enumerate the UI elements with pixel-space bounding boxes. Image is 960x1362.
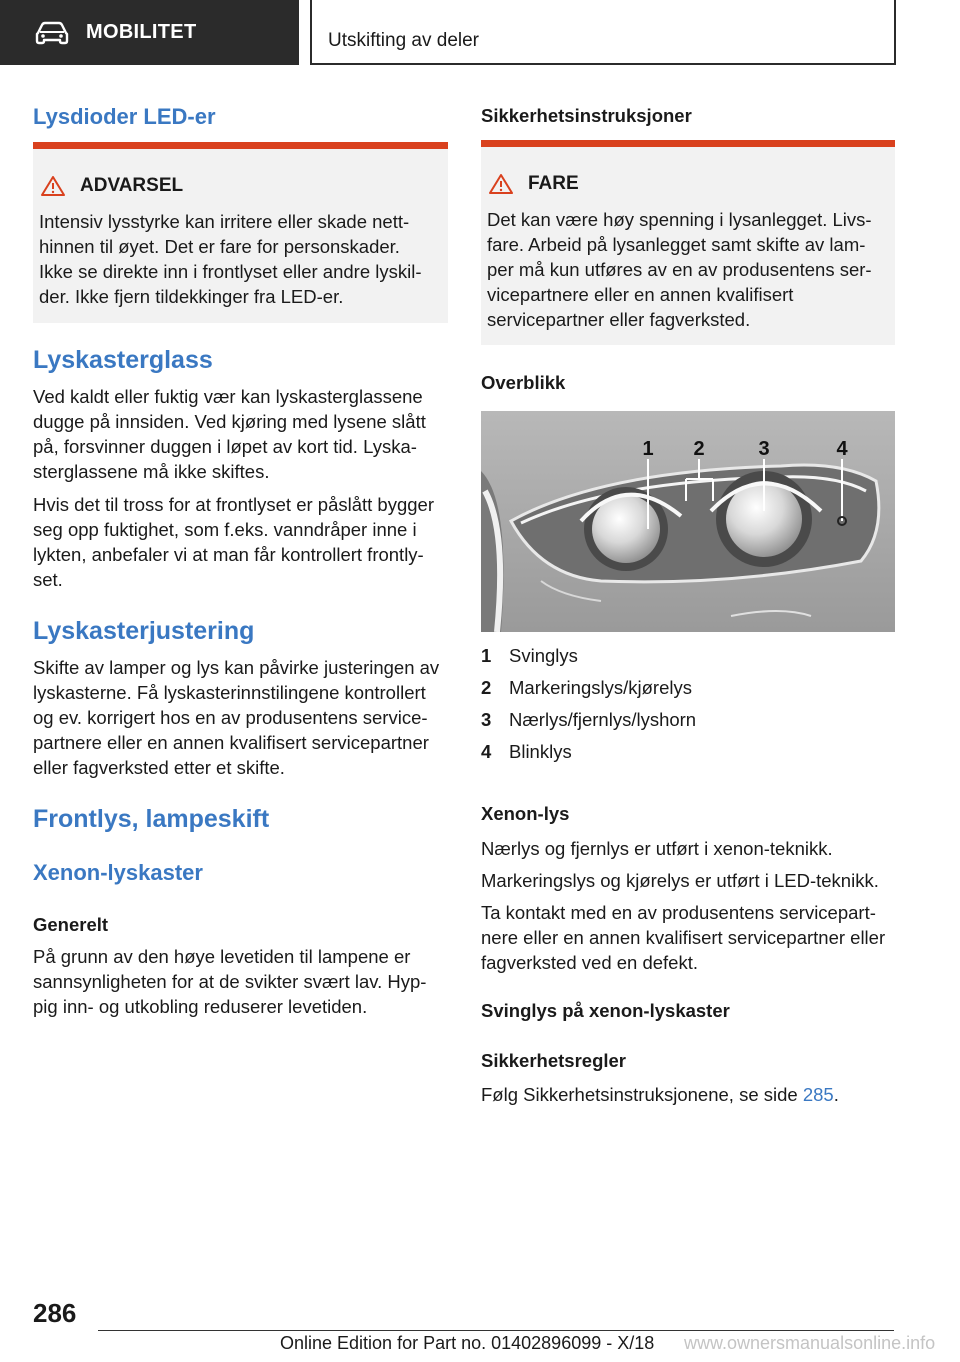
text-line: Det kan være høy spenning i lysanlegget. Livs- bbox=[487, 209, 872, 230]
text-line: seg opp fuktighet, som f.eks. vanndråper inne i bbox=[33, 519, 417, 540]
page-number: 286 bbox=[33, 1298, 77, 1328]
footer-divider bbox=[98, 1330, 894, 1331]
danger-box bbox=[481, 140, 895, 345]
text-line: fare. Arbeid på lysanlegget samt skifte av lam- bbox=[487, 234, 866, 255]
glass-paragraph-1 bbox=[33, 384, 453, 484]
legend-number: 4 bbox=[481, 741, 492, 762]
xenon-paragraph-1: Nærlys og fjernlys er utført i xenon-teknikk. bbox=[481, 838, 833, 859]
text-line: Ta kontakt med en av produsentens servicepart- bbox=[481, 902, 876, 923]
text-line: dugge på innsiden. Ved kjøring med lysene slått bbox=[33, 411, 426, 432]
general-paragraph bbox=[33, 944, 453, 1019]
chapter-title: Utskifting av deler bbox=[328, 30, 480, 51]
text-line: pig inn- og utkobling reduserer levetiden. bbox=[33, 996, 368, 1017]
text-line: på, forsvinner duggen i løpet av kort tid. Lyska- bbox=[33, 436, 417, 457]
text-line: der. Ikke fjern tildekkinger fra LED-er. bbox=[39, 286, 344, 307]
rules-paragraph bbox=[481, 1082, 901, 1107]
page-link[interactable]: 285 bbox=[802, 1084, 834, 1105]
adjust-paragraph bbox=[33, 655, 453, 780]
watermark: www.ownersmanualsonline.info bbox=[684, 1333, 936, 1353]
safety-heading: Sikkerhetsinstruksjoner bbox=[481, 105, 692, 126]
text-line: fagverksted ved en defekt. bbox=[481, 952, 698, 973]
warning-title-row bbox=[40, 175, 183, 197]
text-line: Ikke se direkte inn i frontlyset eller andre lyskil- bbox=[39, 261, 422, 282]
overview-heading: Overblikk bbox=[481, 372, 566, 393]
danger-title: FARE bbox=[528, 173, 579, 194]
rules-end: . bbox=[833, 1084, 839, 1105]
xenon-heading: Xenon-lyskaster bbox=[33, 860, 203, 885]
legend-label: Blinklys bbox=[509, 741, 572, 762]
list-item bbox=[481, 704, 895, 736]
list-item bbox=[481, 672, 895, 704]
text-line: eller fagverksted etter et skifte. bbox=[33, 757, 285, 778]
text-line: set. bbox=[33, 569, 63, 590]
warning-title: ADVARSEL bbox=[80, 175, 184, 196]
text-line: servicepartner eller fagverksted. bbox=[487, 309, 751, 330]
list-item bbox=[481, 640, 895, 672]
legend-number: 3 bbox=[481, 709, 492, 730]
text-line: Intensiv lysstyrke kan irritere eller skade nett- bbox=[39, 211, 410, 232]
text-line: sannsynligheten for at de svikter svært lav. Hyp- bbox=[33, 971, 427, 992]
text-line: hinnen til øyet. Det er fare for personskader. bbox=[39, 236, 400, 257]
xenon-paragraph-2: Markeringslys og kjørelys er utført i LED-teknikk. bbox=[481, 870, 879, 891]
text-line: Hvis det til tross for at frontlyset er påslått bygger bbox=[33, 494, 434, 515]
danger-title-row bbox=[488, 173, 579, 195]
front-heading: Frontlys, lampeskift bbox=[33, 805, 270, 833]
warning-triangle-icon bbox=[488, 173, 514, 195]
headlight-illustration bbox=[481, 411, 895, 632]
text-line: Skifte av lamper og lys kan påvirke justeringen av bbox=[33, 657, 440, 678]
warning-text bbox=[39, 209, 444, 309]
legend-label: Nærlys/fjernlys/lyshorn bbox=[509, 709, 697, 730]
legend-label: Svinglys bbox=[509, 645, 578, 666]
text-line: Ved kaldt eller fuktig vær kan lyskasterglassene bbox=[33, 386, 423, 407]
callout-2: 2 bbox=[693, 438, 705, 460]
text-line: sterglassene må ikke skiftes. bbox=[33, 461, 270, 482]
edition-text: Online Edition for Part no. 01402896099 - X/18 bbox=[280, 1333, 655, 1353]
swing-heading: Svinglys på xenon-lyskaster bbox=[481, 1000, 730, 1021]
text-line: nere eller en annen kvalifisert servicepartner eller bbox=[481, 927, 886, 948]
adjust-heading: Lyskasterjustering bbox=[33, 617, 255, 645]
chapter-box bbox=[310, 0, 896, 65]
callout-4: 4 bbox=[836, 438, 848, 460]
legend-list bbox=[481, 640, 895, 768]
danger-text bbox=[487, 207, 892, 332]
warning-box bbox=[33, 142, 448, 323]
warning-triangle-icon bbox=[40, 175, 66, 197]
legend-number: 1 bbox=[481, 645, 492, 666]
footer-text bbox=[280, 1333, 654, 1354]
text-line: og ev. korrigert hos en av produsentens service- bbox=[33, 707, 428, 728]
section-tab bbox=[0, 0, 299, 65]
text-line: På grunn av den høye levetiden til lampene er bbox=[33, 946, 411, 967]
text-line: vicepartnere eller en annen kvalifisert bbox=[487, 284, 794, 305]
callout-1: 1 bbox=[642, 438, 654, 460]
glass-heading: Lyskasterglass bbox=[33, 346, 213, 374]
text-line: partnere eller en annen kvalifisert servicepartner bbox=[33, 732, 429, 753]
glass-paragraph-2 bbox=[33, 492, 453, 592]
callout-3: 3 bbox=[758, 438, 770, 460]
general-heading: Generelt bbox=[33, 914, 109, 935]
list-item bbox=[481, 736, 895, 768]
car-icon bbox=[34, 21, 70, 45]
led-heading: Lysdioder LED-er bbox=[33, 104, 216, 129]
text-line: per må kun utføres av en av produsentens ser- bbox=[487, 259, 872, 280]
rules-heading: Sikkerhetsregler bbox=[481, 1050, 627, 1071]
legend-label: Markeringslys/kjørelys bbox=[509, 677, 692, 698]
text-line: lyskasterne. Få lyskasterinnstilingene kontrollert bbox=[33, 682, 426, 703]
rules-text: Følg Sikkerhetsinstruksjonene, se side bbox=[481, 1084, 803, 1105]
section-title: MOBILITET bbox=[86, 21, 197, 43]
legend-number: 2 bbox=[481, 677, 492, 698]
xenon-paragraph-3 bbox=[481, 900, 901, 975]
text-line: lykten, anbefaler vi at man får kontrollert frontly- bbox=[33, 544, 424, 565]
xenon-lys-heading: Xenon-lys bbox=[481, 803, 570, 824]
